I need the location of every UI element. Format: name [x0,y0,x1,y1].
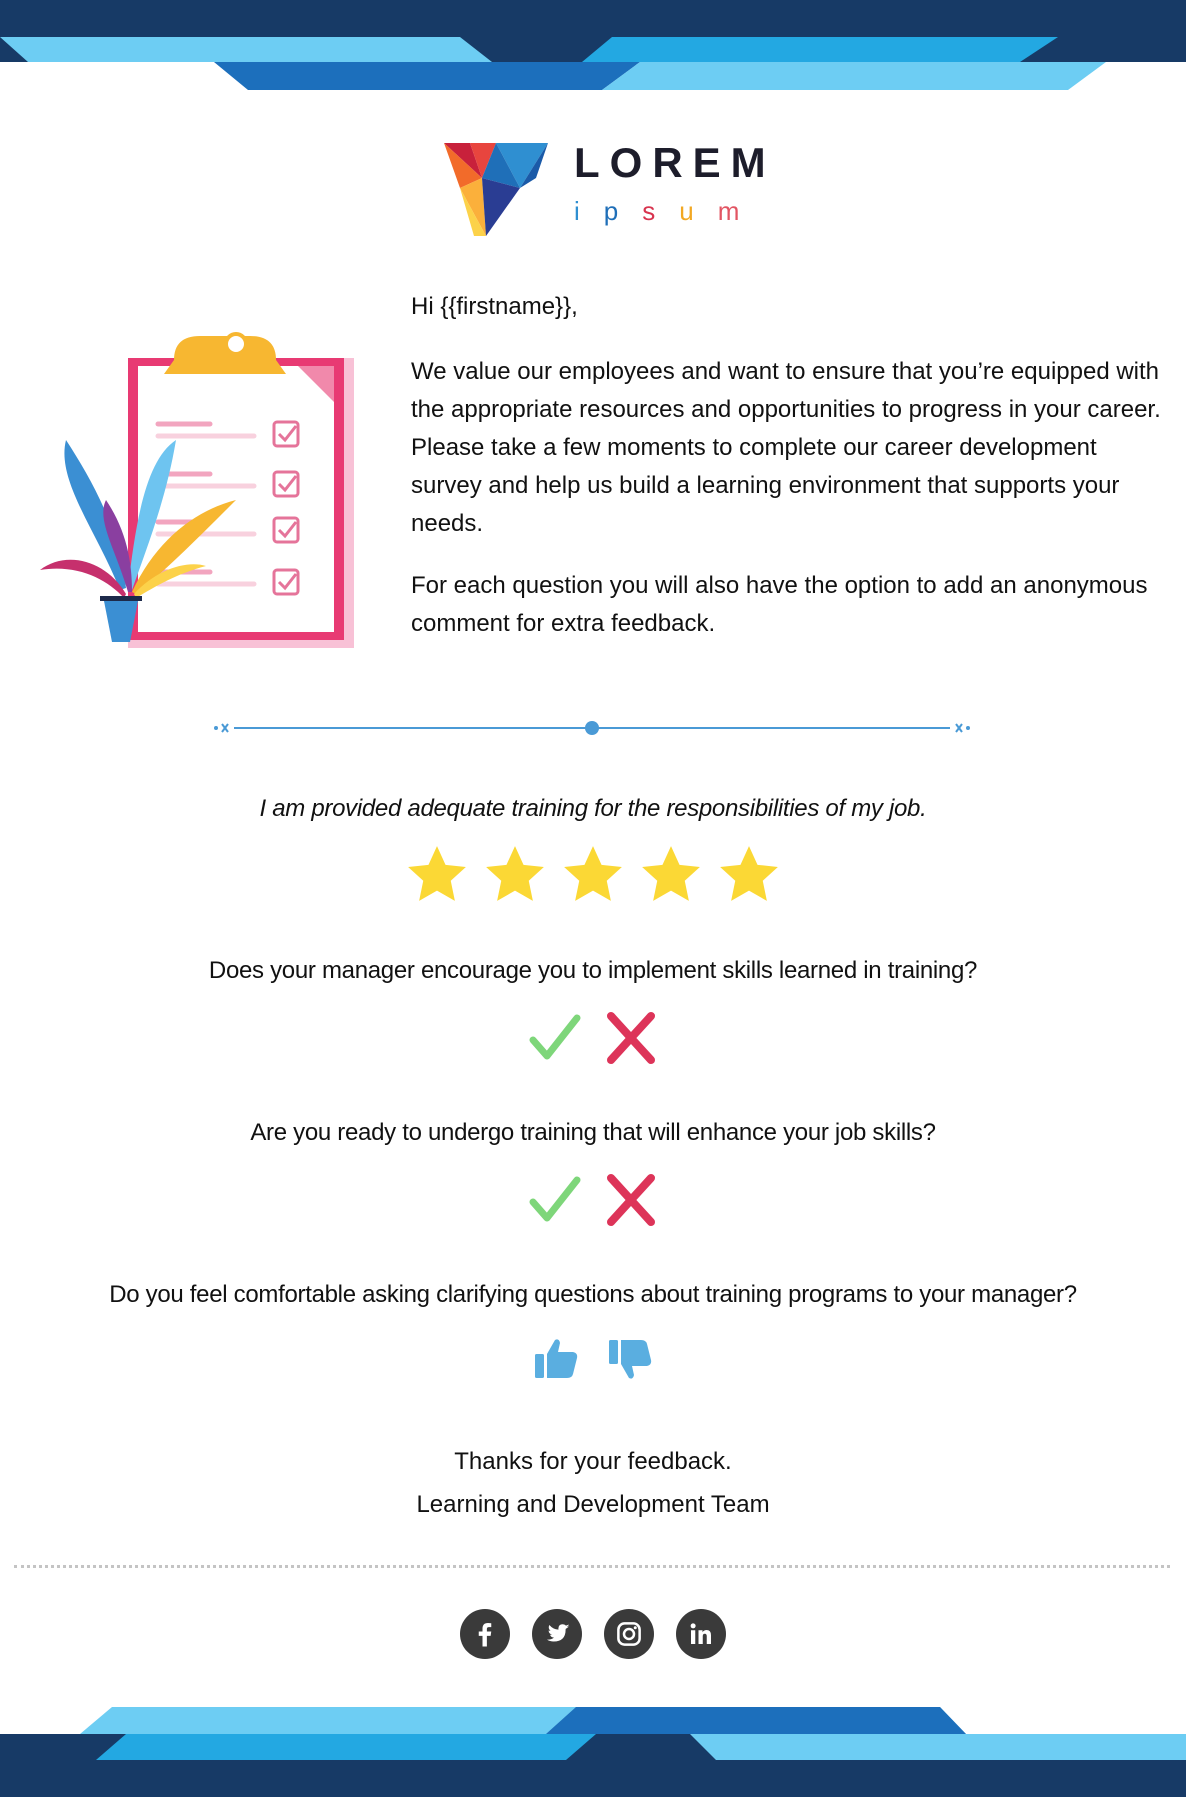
brand-logo-mark [440,138,570,238]
question-3-text: Are you ready to undergo training that will enhance your job skills? [250,1119,936,1146]
social-links [0,1609,1186,1659]
comment-note-paragraph: For each question you will also have the option to add an anonymous comment for extra feedback. [411,572,1148,637]
intro-paragraph: We value our employees and want to ensure that you’re equipped with the appropriate resources and opportunities to progress in your career. Please take a few moments to complete our career development survey and help us build a learning environment that supports your needs. [411,358,1161,537]
x-icon[interactable] [603,1172,659,1231]
star-icon[interactable] [638,842,704,911]
yes-no-options-q3 [0,1172,1186,1231]
clipboard-checklist-illustration [36,330,366,660]
twitter-icon[interactable] [532,1609,582,1659]
question-4-text: Do you feel comfortable asking clarifying questions about training programs to your manager? [109,1281,1077,1308]
thumbs-up-icon[interactable] [533,1336,579,1385]
brand-tagline-letter: s [642,196,680,226]
rating-stars [0,842,1186,911]
footer-divider [14,1565,1170,1568]
brand-tagline-letter: u [679,196,718,226]
linkedin-icon[interactable] [676,1609,726,1659]
star-icon[interactable] [404,842,470,911]
section-divider [212,718,972,738]
greeting-text: Hi {{firstname}}, [411,293,578,320]
question-1-text: I am provided adequate training for the responsibilities of my job. [259,795,927,822]
x-icon[interactable] [603,1010,659,1069]
thanks-text: Thanks for your feedback. [454,1448,732,1475]
facebook-icon[interactable] [460,1609,510,1659]
brand-tagline [574,198,763,224]
team-signature: Learning and Development Team [416,1491,770,1518]
star-icon[interactable] [560,842,626,911]
star-icon[interactable] [716,842,782,911]
star-icon[interactable] [482,842,548,911]
instagram-icon[interactable] [604,1609,654,1659]
yes-no-options-q2 [0,1010,1186,1069]
brand-wordmark: LOREM [574,139,776,186]
header-decorative-band [0,0,1186,95]
check-icon[interactable] [527,1172,583,1231]
thumbs-down-icon[interactable] [607,1336,653,1385]
check-icon[interactable] [527,1010,583,1069]
footer-decorative-band [0,1704,1186,1797]
brand-tagline-letter: i [574,196,604,226]
thumbs-options-q4 [0,1336,1186,1385]
brand-tagline-letter: p [603,196,643,226]
question-2-text: Does your manager encourage you to implement skills learned in training? [208,957,978,984]
brand-tagline-letter: m [717,196,764,226]
